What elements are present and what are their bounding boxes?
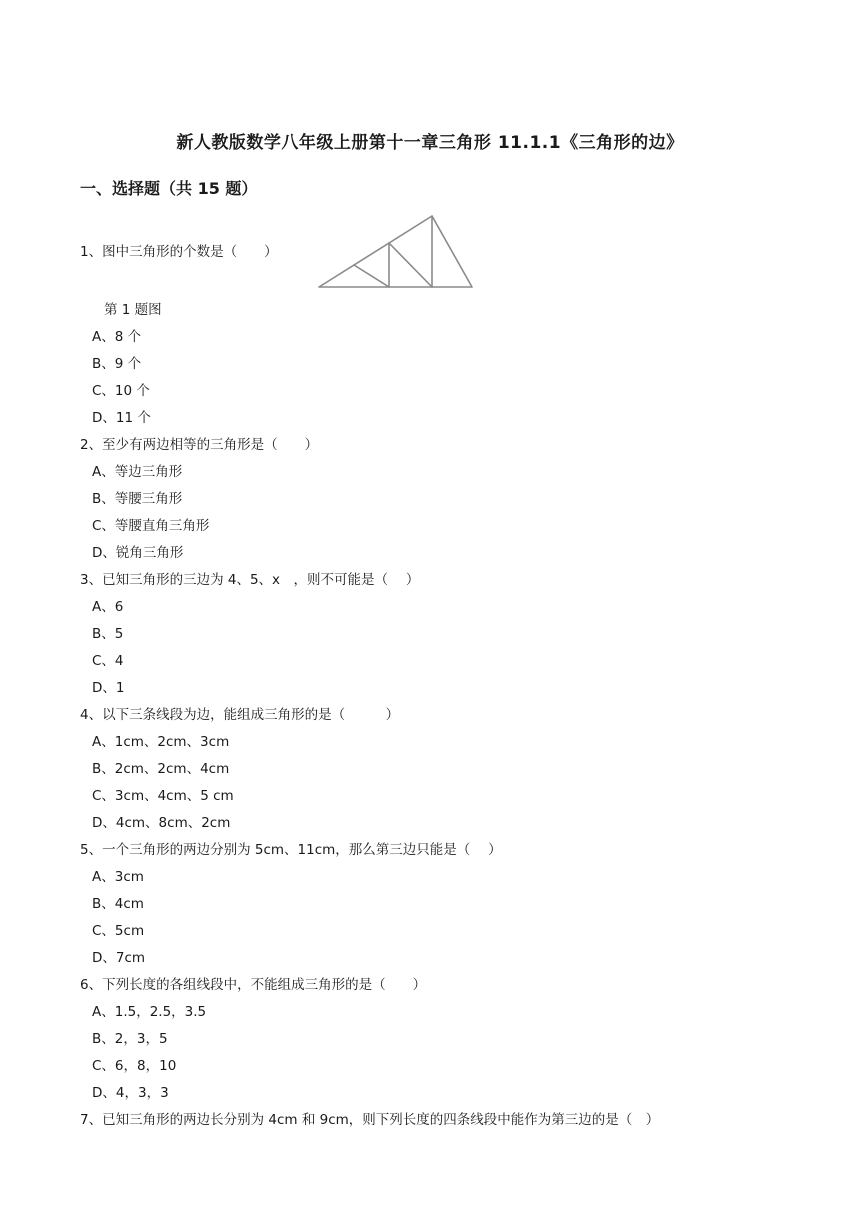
question-stem: 1、图中三角形的个数是（ ） (80, 244, 278, 260)
option-d: D、锐角三角形 (92, 545, 184, 561)
figure-caption: 第 1 题图 (104, 302, 162, 318)
option-c: C、3cm、4cm、5 cm (92, 788, 234, 804)
option-a: A、1cm、2cm、3cm (92, 734, 230, 750)
option-b: B、4cm (92, 896, 144, 912)
document-title: 新人教版数学八年级上册第十一章三角形 11.1.1《三角形的边》 (176, 133, 684, 153)
option-d: D、4，3，3 (92, 1085, 169, 1101)
option-c: C、5cm (92, 923, 145, 939)
triangle-figure (316, 212, 478, 292)
question-stem: 3、已知三角形的三边为 4、5、x ，则不可能是（ ） (80, 572, 420, 588)
option-d: D、7cm (92, 950, 146, 966)
question-stem: 6、下列长度的各组线段中，不能组成三角形的是（ ） (80, 977, 427, 993)
option-b: B、等腰三角形 (92, 491, 183, 507)
option-d: D、1 (92, 680, 125, 696)
question-stem: 4、以下三条线段为边，能组成三角形的是（ ） (80, 707, 400, 723)
section-heading: 一、选择题（共 15 题） (80, 179, 258, 198)
option-d: D、11 个 (92, 410, 151, 426)
option-a: A、6 (92, 599, 124, 615)
option-d: D、4cm、8cm、2cm (92, 815, 231, 831)
option-b: B、5 (92, 626, 124, 642)
option-b: B、2，3，5 (92, 1031, 168, 1047)
option-b: B、9 个 (92, 356, 142, 372)
option-a: A、3cm (92, 869, 144, 885)
option-a: A、8 个 (92, 329, 142, 345)
option-c: C、等腰直角三角形 (92, 518, 210, 534)
question-stem: 7、已知三角形的两边长分别为 4cm 和 9cm，则下列长度的四条线段中能作为第三边的是（ ） (80, 1112, 660, 1128)
option-c: C、4 (92, 653, 124, 669)
question-stem: 5、一个三角形的两边分别为 5cm、11cm，那么第三边只能是（ ） (80, 842, 502, 858)
question-stem: 2、至少有两边相等的三角形是（ ） (80, 437, 319, 453)
option-c: C、6，8，10 (92, 1058, 177, 1074)
option-a: A、1.5，2.5，3.5 (92, 1004, 207, 1020)
option-c: C、10 个 (92, 383, 150, 399)
option-a: A、等边三角形 (92, 464, 183, 480)
option-b: B、2cm、2cm、4cm (92, 761, 230, 777)
